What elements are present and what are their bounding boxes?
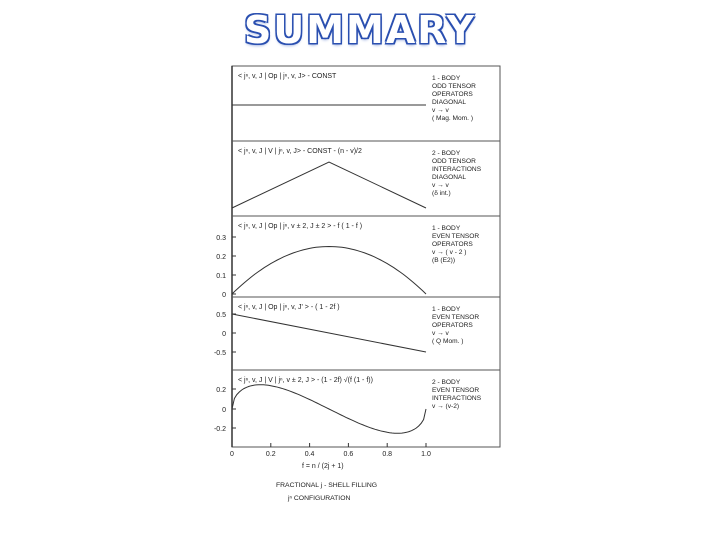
- panel-1-note: 1 - BODY: [432, 75, 461, 82]
- x-tick-label: 0: [230, 451, 234, 458]
- panel-3-matrix-element: < jⁿ, v, J | Op | jⁿ, v ± 2, J ± 2 > - f ( 1 - f ): [238, 223, 363, 230]
- panel-2-note: 2 - BODY: [432, 150, 461, 157]
- panel-4-note: v → v: [432, 330, 449, 337]
- panel-2-note: ODD TENSOR: [432, 158, 476, 165]
- panel-5-note: EVEN TENSOR: [432, 387, 480, 394]
- f-definition: f = n / (2j + 1): [302, 463, 344, 470]
- x-tick-label: 0.6: [343, 451, 354, 458]
- panel-5-note: v → (v-2): [432, 403, 460, 410]
- panel-1-note: DIAGONAL: [432, 99, 467, 106]
- panel-4-matrix-element: < jⁿ, v, J | Op | jⁿ, v, J' > - ( 1 - 2f ): [238, 304, 340, 311]
- panel-3-note: EVEN TENSOR: [432, 233, 480, 240]
- panel-1-note: OPERATORS: [432, 91, 473, 98]
- panel-4-note: OPERATORS: [432, 322, 473, 329]
- panel-1-note: v → v: [432, 107, 449, 114]
- panel-1-note: ODD TENSOR: [432, 83, 476, 90]
- panel-4-note: EVEN TENSOR: [432, 314, 480, 321]
- panel-2-note: INTERACTIONS: [432, 166, 482, 173]
- panel-4-note: ( Q Mom. ): [432, 338, 464, 345]
- slide-title: SUMMARY: [244, 8, 476, 52]
- x-tick-label: 0.4: [304, 451, 315, 458]
- panel-2-note: v → v: [432, 182, 449, 189]
- panel-3-note: (B (E2)): [432, 257, 456, 264]
- panel-1-matrix-element: < jⁿ, v, J | Op | jⁿ, v, J> - CONST: [238, 73, 337, 80]
- panel-5-y-tick-label: -0.2: [213, 426, 226, 433]
- x-tick-label: 1.0: [421, 451, 431, 458]
- panel-4-note: 1 - BODY: [432, 306, 461, 313]
- panel-3-y-tick-label: 0: [222, 292, 226, 299]
- panel-4-y-tick-label: 0: [222, 331, 226, 338]
- x-tick-label: 0.8: [382, 451, 393, 458]
- x-tick-label: 0.2: [265, 451, 276, 458]
- panel-5-note: 2 - BODY: [432, 379, 461, 386]
- panel-4-y-tick-label: 0.5: [216, 312, 226, 319]
- panel-3-note: OPERATORS: [432, 241, 473, 248]
- xlabel-line-1: FRACTIONAL j - SHELL FILLING: [276, 482, 378, 489]
- panel-2-matrix-element: < jⁿ, v, J | V | jⁿ, v, J> - CONST - (n - v)/2: [238, 148, 362, 155]
- panel-2-note: DIAGONAL: [432, 174, 467, 181]
- xlabel-line-2: jⁿ CONFIGURATION: [288, 495, 351, 502]
- panel-3-note: v → ( v - 2 ): [432, 249, 467, 256]
- panel-4-curve: [232, 314, 426, 352]
- panel-2-note: (δ int.): [432, 190, 451, 197]
- panel-5-matrix-element: < jⁿ, v, J | V | jⁿ, v ± 2, J > - (1 - 2f) √(f (1 - f)): [238, 377, 373, 384]
- panel-3-y-tick-label: 0.3: [216, 235, 226, 242]
- panel-3-y-tick-label: 0.1: [216, 273, 226, 280]
- panel-3-note: 1 - BODY: [432, 225, 461, 232]
- panel-4-y-tick-label: -0.5: [213, 350, 226, 357]
- panel-3-y-tick-label: 0.2: [216, 254, 226, 261]
- panel-2-curve: [232, 162, 426, 208]
- panel-5-curve: [232, 385, 426, 433]
- panel-5-y-tick-label: 0.2: [216, 387, 226, 394]
- panel-1-note: ( Mag. Mom. ): [432, 115, 474, 122]
- panel-3-curve: [232, 247, 426, 295]
- panel-5-note: INTERACTIONS: [432, 395, 482, 402]
- panel-5-y-tick-label: 0: [222, 407, 226, 414]
